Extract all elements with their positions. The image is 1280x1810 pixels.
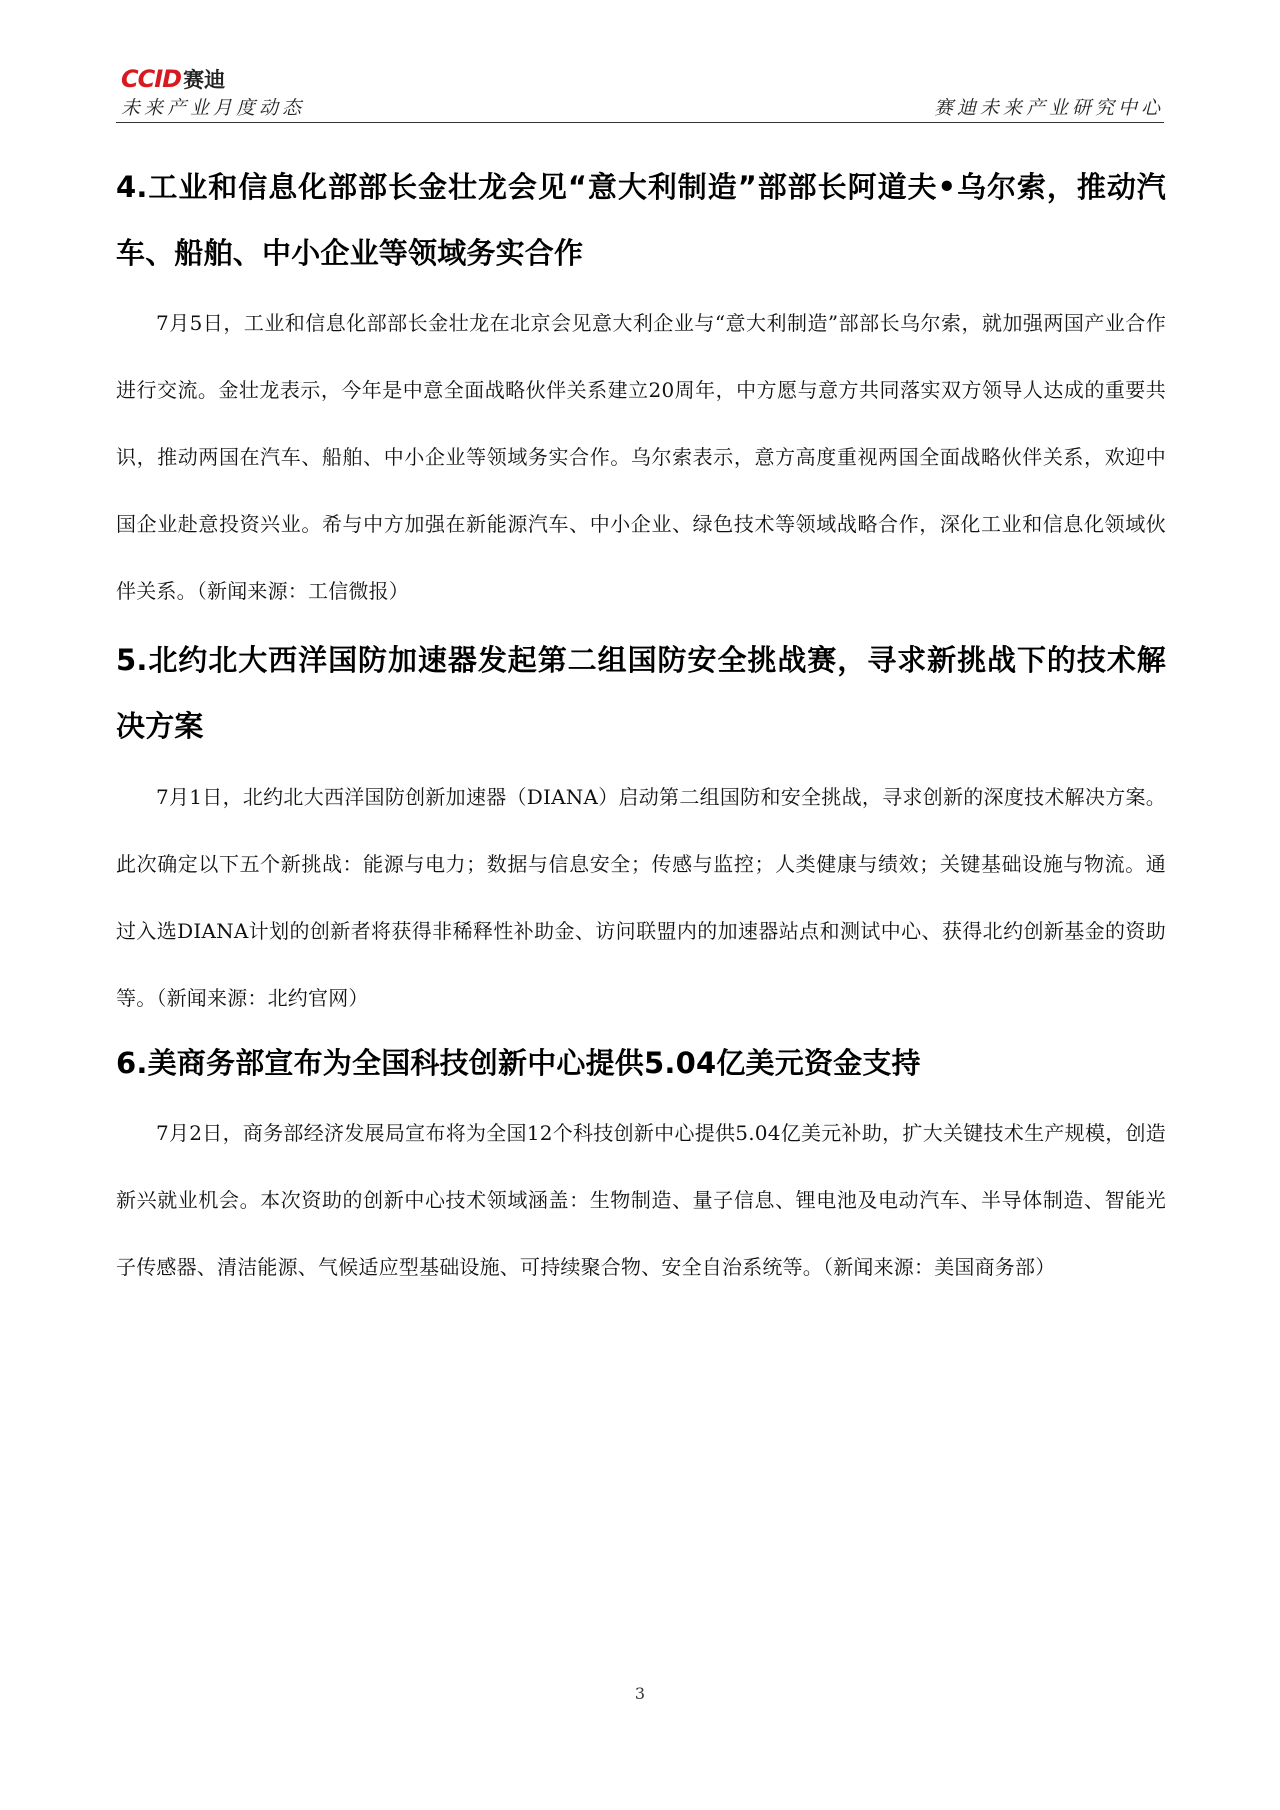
page-number: 3 xyxy=(634,1684,646,1703)
section-body-4: 7月5日，工业和信息化部部长金壮龙在北京会见意大利企业与“意大利制造”部部长乌尔索，就加强两国产业合作进行交流。金壮龙表示，今年是中意全面战略伙伴关系建立20周年，中方愿与意方共同落实双方领导人达成的重要共识，推动两国在汽车、船舶、中小企业等领域务实合作。乌尔索表示，意方高度重视两国全面战略伙伴关系，欢迎中国企业赴意投资兴业。希与中方加强在新能源汽车、中小企业、绿色技术等领域战略合作，深化工业和信息化领域伙伴关系。（新闻来源：工信微报） xyxy=(116,311,1166,603)
section-heading-4: 4.工业和信息化部部长金壮龙会见“意大利制造”部部长阿道夫•乌尔索，推动汽车、船舶、中小企业等领域务实合作 xyxy=(116,170,1166,270)
logo-text: CCID xyxy=(121,65,182,93)
header-right-title: 赛迪未来产业研究中心 xyxy=(933,97,1164,119)
header-divider xyxy=(116,122,1164,123)
section-heading-5: 5.北约北大西洋国防加速器发起第二组国防安全挑战赛，寻求新挑战下的技术解决方案 xyxy=(116,643,1166,743)
logo-cn-text: 赛迪 xyxy=(183,68,226,92)
page-header xyxy=(116,60,1164,124)
ccid-logo xyxy=(121,64,225,92)
section-heading-6: 6.美商务部宣布为全国科技创新中心提供5.04亿美元资金支持 xyxy=(116,1046,921,1080)
header-left-title: 未来产业月度动态 xyxy=(121,97,306,119)
section-body-6: 7月2日，商务部经济发展局宣布将为全国12个科技创新中心提供5.04亿美元补助，扩大关键技术生产规模，创造新兴就业机会。本次资助的创新中心技术领域涵盖：生物制造、量子信息、锂电池及电动汽车、半导体制造、智能光子传感器、清洁能源、气候适应型基础设施、可持续聚合物、安全自治系统等。（新闻来源：美国商务部） xyxy=(116,1121,1166,1279)
section-body-5: 7月1日，北约北大西洋国防创新加速器（DIANA）启动第二组国防和安全挑战，寻求创新的深度技术解决方案。此次确定以下五个新挑战：能源与电力；数据与信息安全；传感与监控；人类健康与绩效；关键基础设施与物流。通过入选DIANA计划的创新者将获得非稀释性补助金、访问联盟内的加速器站点和测试中心、获得北约创新基金的资助等。（新闻来源：北约官网） xyxy=(116,785,1166,1010)
